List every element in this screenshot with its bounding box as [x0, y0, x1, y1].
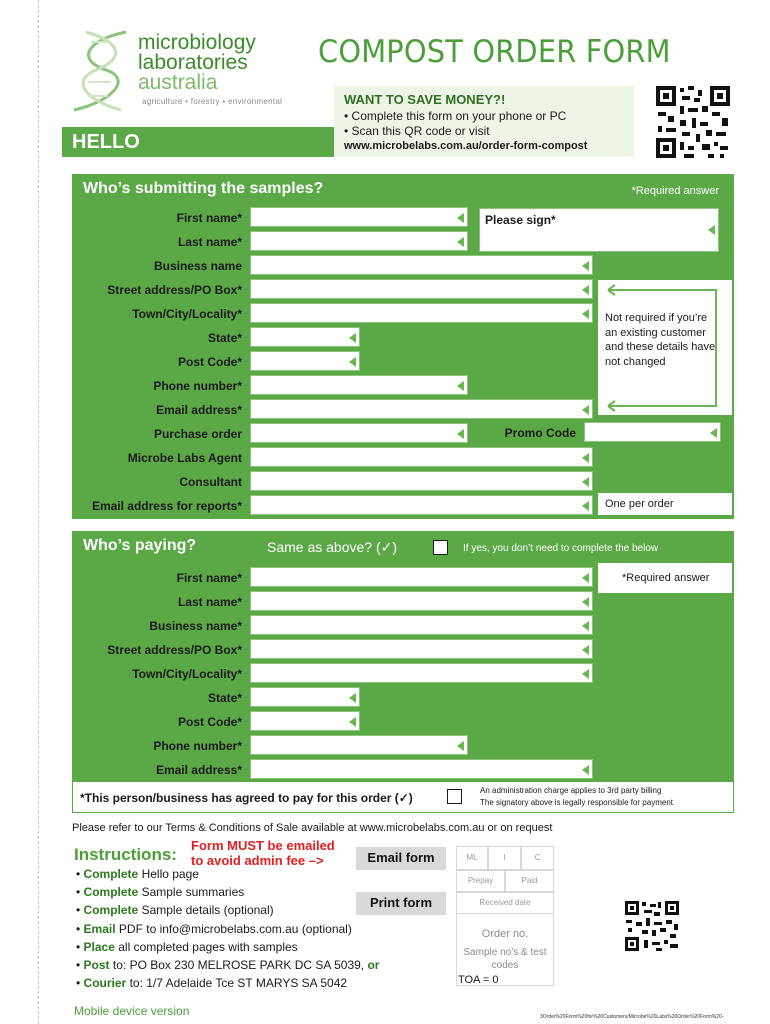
submitter-field-label: Phone number*: [153, 379, 242, 393]
submitter-field-label: Consultant: [179, 475, 242, 489]
submitter-field-label: State*: [207, 331, 242, 345]
field-arrow-icon: [582, 477, 589, 487]
payer-field-input[interactable]: [250, 591, 593, 611]
instruction-text: all completed pages with samples: [114, 939, 298, 954]
office-toa: TOA = 0: [458, 974, 499, 986]
submitter-field-label: Last name*: [177, 235, 242, 249]
instruction-text: PDF to info@microbelabs.com.au (optional): [115, 921, 352, 936]
payer-field-label: Phone number*: [153, 739, 242, 753]
admin-note-1: An administration charge applies to 3rd party billing: [480, 786, 662, 795]
instruction-verb: Post: [83, 958, 110, 972]
instruction-verb: Complete: [83, 885, 139, 900]
logo: [66, 30, 296, 110]
cut-line: [38, 0, 39, 1024]
payer-field-label: Business name*: [149, 619, 242, 633]
field-arrow-icon: [582, 765, 589, 775]
payer-field-label: Post Code*: [177, 715, 242, 729]
field-arrow-icon: [457, 381, 464, 391]
payer-field-input[interactable]: [250, 687, 360, 707]
field-arrow-icon: [349, 693, 356, 703]
submitter-field-input[interactable]: [250, 447, 593, 467]
same-as-above-label: Same as above? (✓): [267, 539, 398, 555]
office-sample-nos: Sample no’s & test codes: [463, 947, 547, 971]
instruction-item: [76, 958, 379, 972]
submitter-field-label: Purchase order: [153, 427, 242, 441]
office-c: C: [521, 846, 554, 870]
if-yes-note: If yes, you don’t need to complete the below: [463, 543, 659, 554]
payer-field-input[interactable]: [250, 711, 360, 731]
save-money-heading: WANT TO SAVE MONEY?!: [344, 92, 506, 107]
payer-heading: Who’s paying?: [83, 537, 197, 554]
email-form-button[interactable]: Email form: [356, 847, 446, 870]
bullet: •: [76, 939, 84, 954]
email-warning-1: Form MUST be emailed: [191, 838, 335, 853]
bullet: •: [76, 921, 84, 936]
instruction-verb: Courier: [83, 976, 127, 991]
field-arrow-icon: [582, 621, 589, 631]
print-form-button[interactable]: Print form: [356, 892, 446, 915]
submitter-field-label: Street address/PO Box*: [107, 283, 242, 297]
instruction-item: [76, 903, 274, 917]
promo-code-label: Promo Code: [504, 426, 576, 440]
office-prepay: Prepay: [456, 870, 505, 892]
office-paid: Paid: [505, 870, 554, 892]
logo-line-2: laboratories: [138, 51, 248, 74]
payer-field-input[interactable]: [250, 735, 468, 755]
instructions-heading: Instructions:: [74, 845, 177, 864]
payer-field-input[interactable]: [250, 639, 593, 659]
submitter-field-input[interactable]: [250, 231, 468, 251]
instruction-text: to: PO Box 230 MELROSE PARK DC SA 5039,: [109, 958, 368, 972]
payer-field-input[interactable]: [250, 615, 593, 635]
agreement-checkbox[interactable]: [447, 789, 462, 804]
logo-line-1: microbiology: [138, 31, 256, 54]
logo-tagline: agriculture • forestry • environmental: [142, 97, 283, 106]
instruction-text: Hello page: [138, 867, 199, 881]
instruction-text: Sample summaries: [138, 885, 245, 900]
submitter-field-input[interactable]: [250, 471, 593, 491]
submitter-field-label: Email address for reports*: [91, 499, 242, 513]
submitter-field-input[interactable]: [250, 351, 360, 371]
signature-label: Please sign*: [485, 213, 556, 227]
instruction-item: [76, 922, 352, 936]
field-arrow-icon: [710, 428, 717, 438]
payer-field-label: State*: [207, 691, 242, 705]
instruction-verb: Complete: [83, 867, 139, 881]
field-arrow-icon: [582, 669, 589, 679]
submitter-field-label: Business name: [153, 259, 242, 273]
submitter-field-label: Town/City/Locality*: [132, 307, 242, 321]
field-arrow-icon: [708, 225, 715, 235]
submitter-field-input[interactable]: [250, 255, 593, 275]
payer-field-label: Email address*: [155, 763, 242, 777]
field-arrow-icon: [582, 309, 589, 319]
dna-logo-icon: [66, 30, 136, 112]
instruction-or: or: [367, 958, 380, 972]
payer-field-label: First name*: [176, 571, 242, 585]
payer-field-label: Street address/PO Box*: [107, 643, 242, 657]
submitter-heading: Who’s submitting the samples?: [83, 180, 324, 197]
email-warning-2: to avoid admin fee –>: [191, 853, 324, 868]
save-money-box: [334, 86, 634, 157]
terms-text: Please refer to our Terms & Conditions of Sale available at www.microbelabs.com.au or on request: [72, 822, 553, 834]
page-title: COMPOST ORDER FORM: [318, 34, 671, 70]
office-i: I: [488, 846, 521, 870]
qr-code-icon[interactable]: [654, 84, 732, 160]
footer-path: 3Order%20Form%20for%20Customers/Microbe%20Labs%20Order%20Form%20-: [540, 1014, 724, 1020]
submitter-field-input[interactable]: [250, 303, 593, 323]
logo-line-3: australia: [138, 71, 218, 94]
payer-field-input[interactable]: [250, 663, 593, 683]
instruction-verb: Complete: [83, 903, 139, 918]
field-arrow-icon: [582, 405, 589, 415]
save-money-line-2: • Scan this QR code or visit: [344, 124, 490, 138]
office-ml: ML: [456, 846, 488, 870]
submitter-field-label: First name*: [176, 211, 242, 225]
field-arrow-icon: [582, 597, 589, 607]
field-arrow-icon: [582, 501, 589, 511]
instruction-item: [76, 885, 244, 899]
promo-code-field[interactable]: [584, 422, 721, 442]
payer-field-input[interactable]: [250, 567, 593, 587]
instruction-verb: Email: [83, 921, 116, 936]
field-arrow-icon: [349, 717, 356, 727]
agreement-label: *This person/business has agreed to pay for this order (✓): [80, 791, 413, 805]
instruction-text: Sample details (optional): [138, 903, 274, 918]
mobile-version-link[interactable]: Mobile device version: [74, 1004, 190, 1018]
one-per-order-note: One per order: [605, 498, 674, 510]
bullet: •: [76, 867, 84, 881]
field-arrow-icon: [457, 237, 464, 247]
field-arrow-icon: [349, 333, 356, 343]
save-money-line-1: • Complete this form on your phone or PC: [344, 109, 567, 123]
signature-field[interactable]: [479, 208, 719, 252]
payer-field-label: Town/City/Locality*: [132, 667, 242, 681]
required-note: *Required answer: [631, 185, 719, 197]
submitter-field-label: Post Code*: [177, 355, 242, 369]
submitter-field-label: Microbe Labs Agent: [127, 451, 242, 465]
instruction-verb: Place: [83, 939, 115, 954]
bullet: •: [76, 903, 84, 918]
field-arrow-icon: [457, 741, 464, 751]
bullet: •: [76, 958, 84, 972]
payer-header: [73, 532, 733, 562]
submitter-header: [73, 175, 733, 205]
admin-note-2: The signatory above is legally responsible for payment: [480, 798, 673, 807]
submitter-field-label: Email address*: [155, 403, 242, 417]
field-arrow-icon: [582, 261, 589, 271]
submitter-field-input[interactable]: [250, 327, 360, 347]
hello-banner: HELLO: [62, 127, 334, 157]
qr-code-mobile-icon[interactable]: [624, 900, 680, 952]
field-arrow-icon: [349, 357, 356, 367]
submitter-field-input[interactable]: [250, 207, 468, 227]
field-arrow-icon: [582, 285, 589, 295]
same-as-above-checkbox[interactable]: [433, 540, 448, 555]
instruction-item: [76, 867, 199, 881]
payer-required-note: *Required answer: [622, 572, 710, 584]
payer-field-input[interactable]: [250, 759, 593, 779]
instruction-item: [76, 940, 298, 954]
field-arrow-icon: [582, 453, 589, 463]
field-arrow-icon: [457, 213, 464, 223]
bullet: •: [76, 885, 84, 900]
office-received: Received date: [456, 892, 554, 914]
submitter-field-input[interactable]: [250, 375, 468, 395]
submitter-field-input[interactable]: [250, 495, 593, 515]
office-use-box: [456, 846, 554, 986]
field-arrow-icon: [582, 645, 589, 655]
field-arrow-icon: [582, 573, 589, 583]
save-money-url[interactable]: www.microbelabs.com.au/order-form-compost: [344, 140, 588, 152]
payer-field-label: Last name*: [177, 595, 242, 609]
bullet: •: [76, 976, 84, 991]
office-order-no: Order no.: [481, 928, 529, 940]
not-required-note: Not required if you’re an existing customer and these details have not changed: [605, 312, 716, 368]
submitter-field-input[interactable]: [250, 279, 593, 299]
instruction-text: to: 1/7 Adelaide Tce ST MARYS SA 5042: [126, 976, 348, 991]
submitter-field-input[interactable]: [250, 399, 593, 419]
instruction-item: [76, 976, 347, 990]
